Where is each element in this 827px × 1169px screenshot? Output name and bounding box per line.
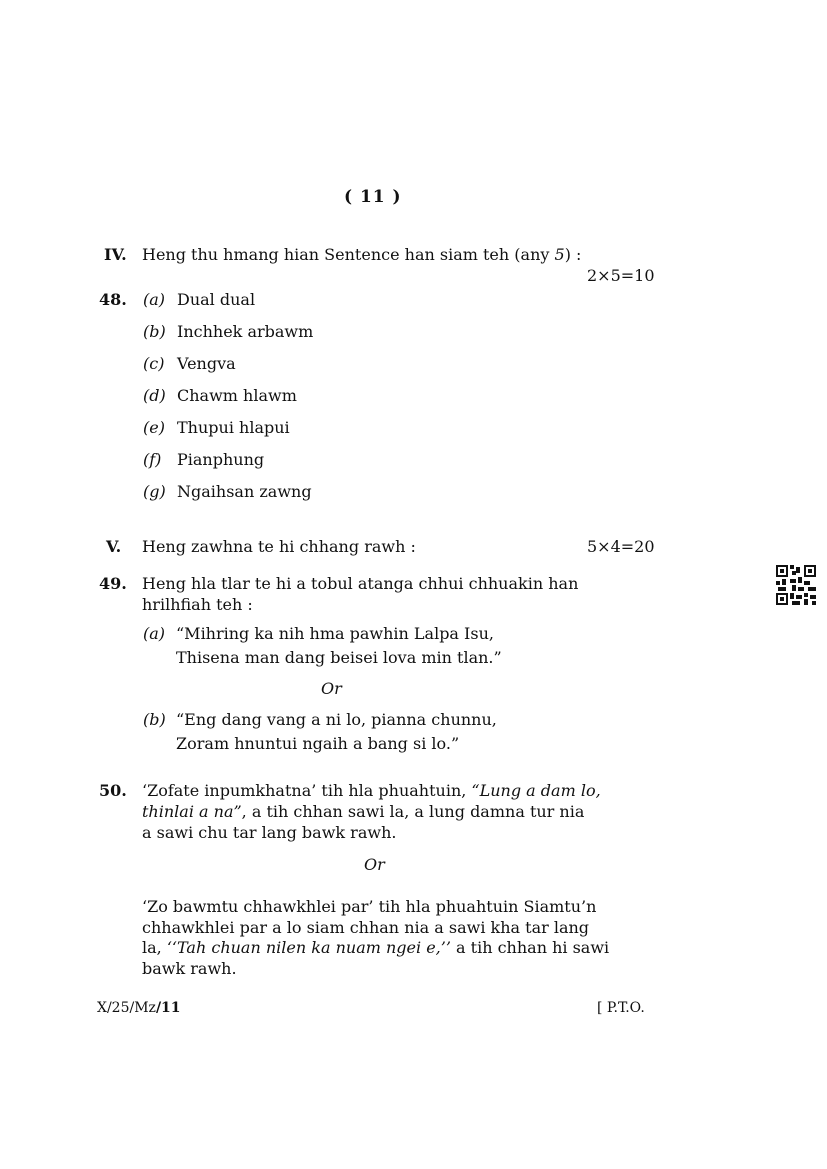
section-iv-number: IV.: [104, 245, 127, 264]
q48-item-label: (f): [143, 450, 162, 469]
q49-b-line-2: Zoram hnuntui ngaih a bang si lo.”: [176, 734, 460, 753]
paper-code: [97, 1000, 181, 1016]
page-number: ( 11 ): [344, 187, 402, 207]
q50-line-5: chhawkhlei par a lo siam chhan nia a sawi kha tar lang: [142, 918, 590, 937]
q50-line-3: a sawi chu tar lang bawk rawh.: [142, 823, 397, 842]
q48-item-text: Ngaihsan zawng: [177, 482, 312, 501]
q50-line-6c: a tih chhan hi sawi: [450, 938, 610, 957]
q49-number: 49.: [99, 574, 127, 593]
q48-item-text: Pianphung: [177, 450, 265, 469]
q48-item-label: (b): [143, 322, 166, 341]
pto-marker: [ P.T.O.: [597, 1000, 645, 1016]
section-iv-instruction: [142, 245, 581, 264]
section-v-marks: 5×4=20: [587, 537, 655, 556]
q48-item-label: (d): [143, 386, 166, 405]
q49-line-1: Heng hla tlar te hi a tobul atanga chhui chhuakin han: [142, 574, 579, 593]
q49-a-label: (a): [143, 624, 166, 643]
paper-code-a: X/25/Mz: [97, 1000, 156, 1016]
section-iv-marks: 2×5=10: [587, 266, 655, 285]
paper-code-b: /11: [155, 1000, 181, 1016]
q50-line-1a: ‘Zofate inpumkhatna’ tih hla phuahtuin,: [142, 781, 472, 800]
section-v-instruction: Heng zawhna te hi chhang rawh :: [142, 537, 416, 556]
q50-line-2b: , a tih chhan sawi la, a lung damna tur nia: [241, 802, 585, 821]
q49-a-line-2: Thisena man dang beisei lova min tlan.”: [176, 648, 502, 667]
q50-quote-1b: thinlai a na”: [142, 802, 242, 821]
q48-item-text: Chawm hlawm: [177, 386, 297, 405]
q50-line-4: ‘Zo bawmtu chhawkhlei par’ tih hla phuahtuin Siamtu’n: [142, 897, 597, 916]
section-iv-instruction-a: Heng thu hmang hian Sentence han siam teh (any: [142, 245, 555, 264]
q49-b-line-1: “Eng dang vang a ni lo, pianna chunnu,: [176, 710, 497, 729]
q50-line-7: bawk rawh.: [142, 959, 237, 978]
q50-number: 50.: [99, 781, 127, 800]
q50-line-6a: la,: [142, 938, 167, 957]
q49-a-line-1: “Mihring ka nih hma pawhin Lalpa Isu,: [176, 624, 494, 643]
section-iv-instruction-b: ) :: [564, 245, 582, 264]
q48-item-text: Vengva: [177, 354, 236, 373]
q48-item-text: Thupui hlapui: [177, 418, 290, 437]
q49-b-label: (b): [143, 710, 166, 729]
q50-line-6: [142, 938, 609, 957]
q49-line-2: hrilhfiah teh :: [142, 595, 253, 614]
q50-quote-2: ‘‘Tah chuan nilen ka nuam ngei e,’’: [166, 938, 451, 957]
q49-or: Or: [321, 679, 342, 698]
q50-or: Or: [364, 855, 385, 874]
q48-item-label: (c): [143, 354, 165, 373]
q48-number: 48.: [99, 290, 127, 309]
q48-item-text: Inchhek arbawm: [177, 322, 314, 341]
section-iv-any: 5: [554, 245, 565, 264]
q50-line-1: [142, 781, 601, 800]
q48-item-label: (g): [143, 482, 166, 501]
q48-item-text: Dual dual: [177, 290, 256, 309]
section-v-number: V.: [106, 537, 122, 556]
qr-code-icon: [776, 565, 816, 605]
q50-line-2: [142, 802, 584, 821]
q48-item-label: (e): [143, 418, 165, 437]
q50-quote-1a: “Lung a dam lo,: [471, 781, 601, 800]
q48-item-label: (a): [143, 290, 166, 309]
